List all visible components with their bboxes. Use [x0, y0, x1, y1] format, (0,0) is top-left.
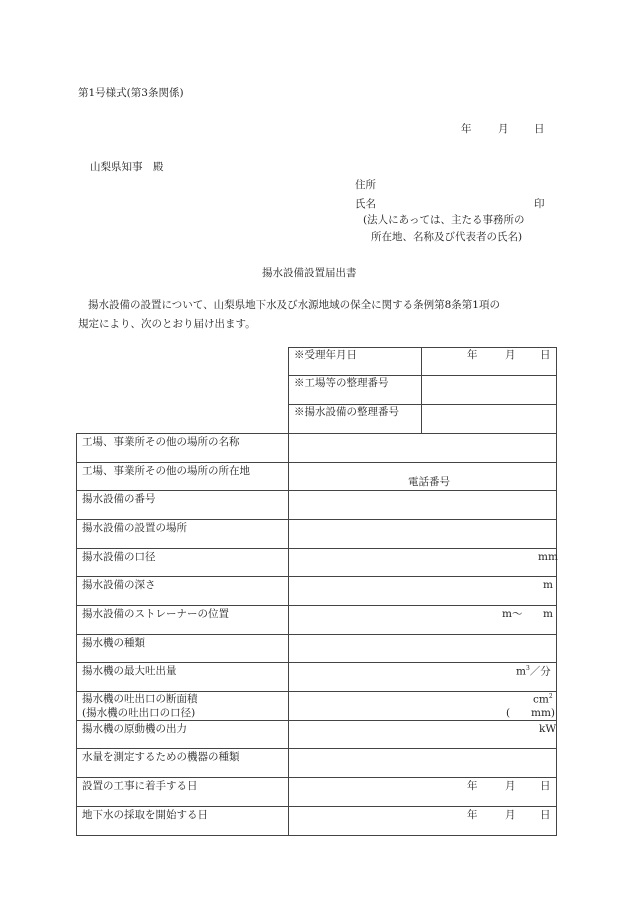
row-label-bore-diameter: 揚水設備の口径: [82, 551, 156, 563]
body-text-line1: 揚水設備の設置について、山梨県地下水及び水源地域の保全に関する条例第8条第1項の: [88, 299, 500, 311]
construction-year: 年: [467, 780, 478, 792]
row-label-depth: 揚水設備の深さ: [82, 579, 156, 591]
unit-m: m: [543, 579, 553, 591]
row-label-construction-start: 設置の工事に着手する日: [82, 780, 198, 792]
document-title: 揚水設備設置届出書: [262, 267, 357, 279]
address-label: 住所: [355, 179, 376, 191]
unit-m-to: m: [543, 608, 553, 620]
row-label-max-discharge: 揚水機の最大吐出量: [82, 665, 177, 677]
phone-number-label: 電話番号: [408, 476, 450, 488]
unit-m-from: m〜: [502, 608, 523, 620]
applicant-note-line1: (法人にあっては、主たる事務所の: [363, 214, 525, 226]
row-label-motor-output: 揚水機の原動機の出力: [82, 723, 187, 735]
row-label-pump-type: 揚水機の種類: [82, 637, 145, 649]
extraction-day: 日: [540, 809, 551, 821]
row-label-outlet-diameter: (揚水機の吐出口の口径): [82, 707, 196, 719]
received-month: 月: [505, 349, 516, 361]
row-label-place-address: 工場、事業所その他の場所の所在地: [82, 465, 250, 477]
unit-mm: mm: [538, 551, 558, 563]
date-day: 日: [534, 123, 545, 135]
addressee: 山梨県知事 殿: [90, 161, 164, 173]
factory-number-label: ※工場等の整理番号: [294, 377, 389, 389]
row-label-extraction-start: 地下水の採取を開始する日: [82, 809, 208, 821]
unit-cm2: $cm^2$: [533, 693, 553, 706]
date-year: 年: [461, 123, 472, 135]
received-year: 年: [467, 349, 478, 361]
unit-m3-per-min: $m^3/$分: [516, 665, 551, 678]
row-label-strainer-position: 揚水設備のストレーナーの位置: [82, 608, 229, 620]
construction-day: 日: [540, 780, 551, 792]
received-day: 日: [540, 349, 551, 361]
equipment-number-label: ※揚水設備の整理番号: [294, 406, 399, 418]
seal-mark: 印: [534, 198, 545, 210]
form-number: 第1号様式(第3条関係): [78, 87, 184, 99]
applicant-note-line2: 所在地、名称及び代表者の氏名): [371, 231, 523, 243]
extraction-year: 年: [467, 809, 478, 821]
row-label-equipment-location: 揚水設備の設置の場所: [82, 522, 187, 534]
date-month: 月: [498, 123, 509, 135]
unit-open-paren: (: [506, 707, 511, 719]
unit-mm-close: mm): [531, 707, 556, 719]
row-label-equipment-number: 揚水設備の番号: [82, 493, 156, 505]
received-date-label: ※受理年月日: [294, 349, 357, 361]
construction-month: 月: [505, 780, 516, 792]
row-label-meter-type: 水量を測定するための機器の種類: [82, 751, 240, 763]
extraction-month: 月: [505, 809, 516, 821]
name-label: 氏名: [355, 198, 376, 210]
row-label-place-name: 工場、事業所その他の場所の名称: [82, 436, 240, 448]
row-label-outlet-area: 揚水機の吐出口の断面積: [82, 693, 198, 705]
unit-kw: kW: [539, 723, 557, 735]
body-text-line2: 規定により、次のとおり届け出ます。: [78, 318, 256, 330]
